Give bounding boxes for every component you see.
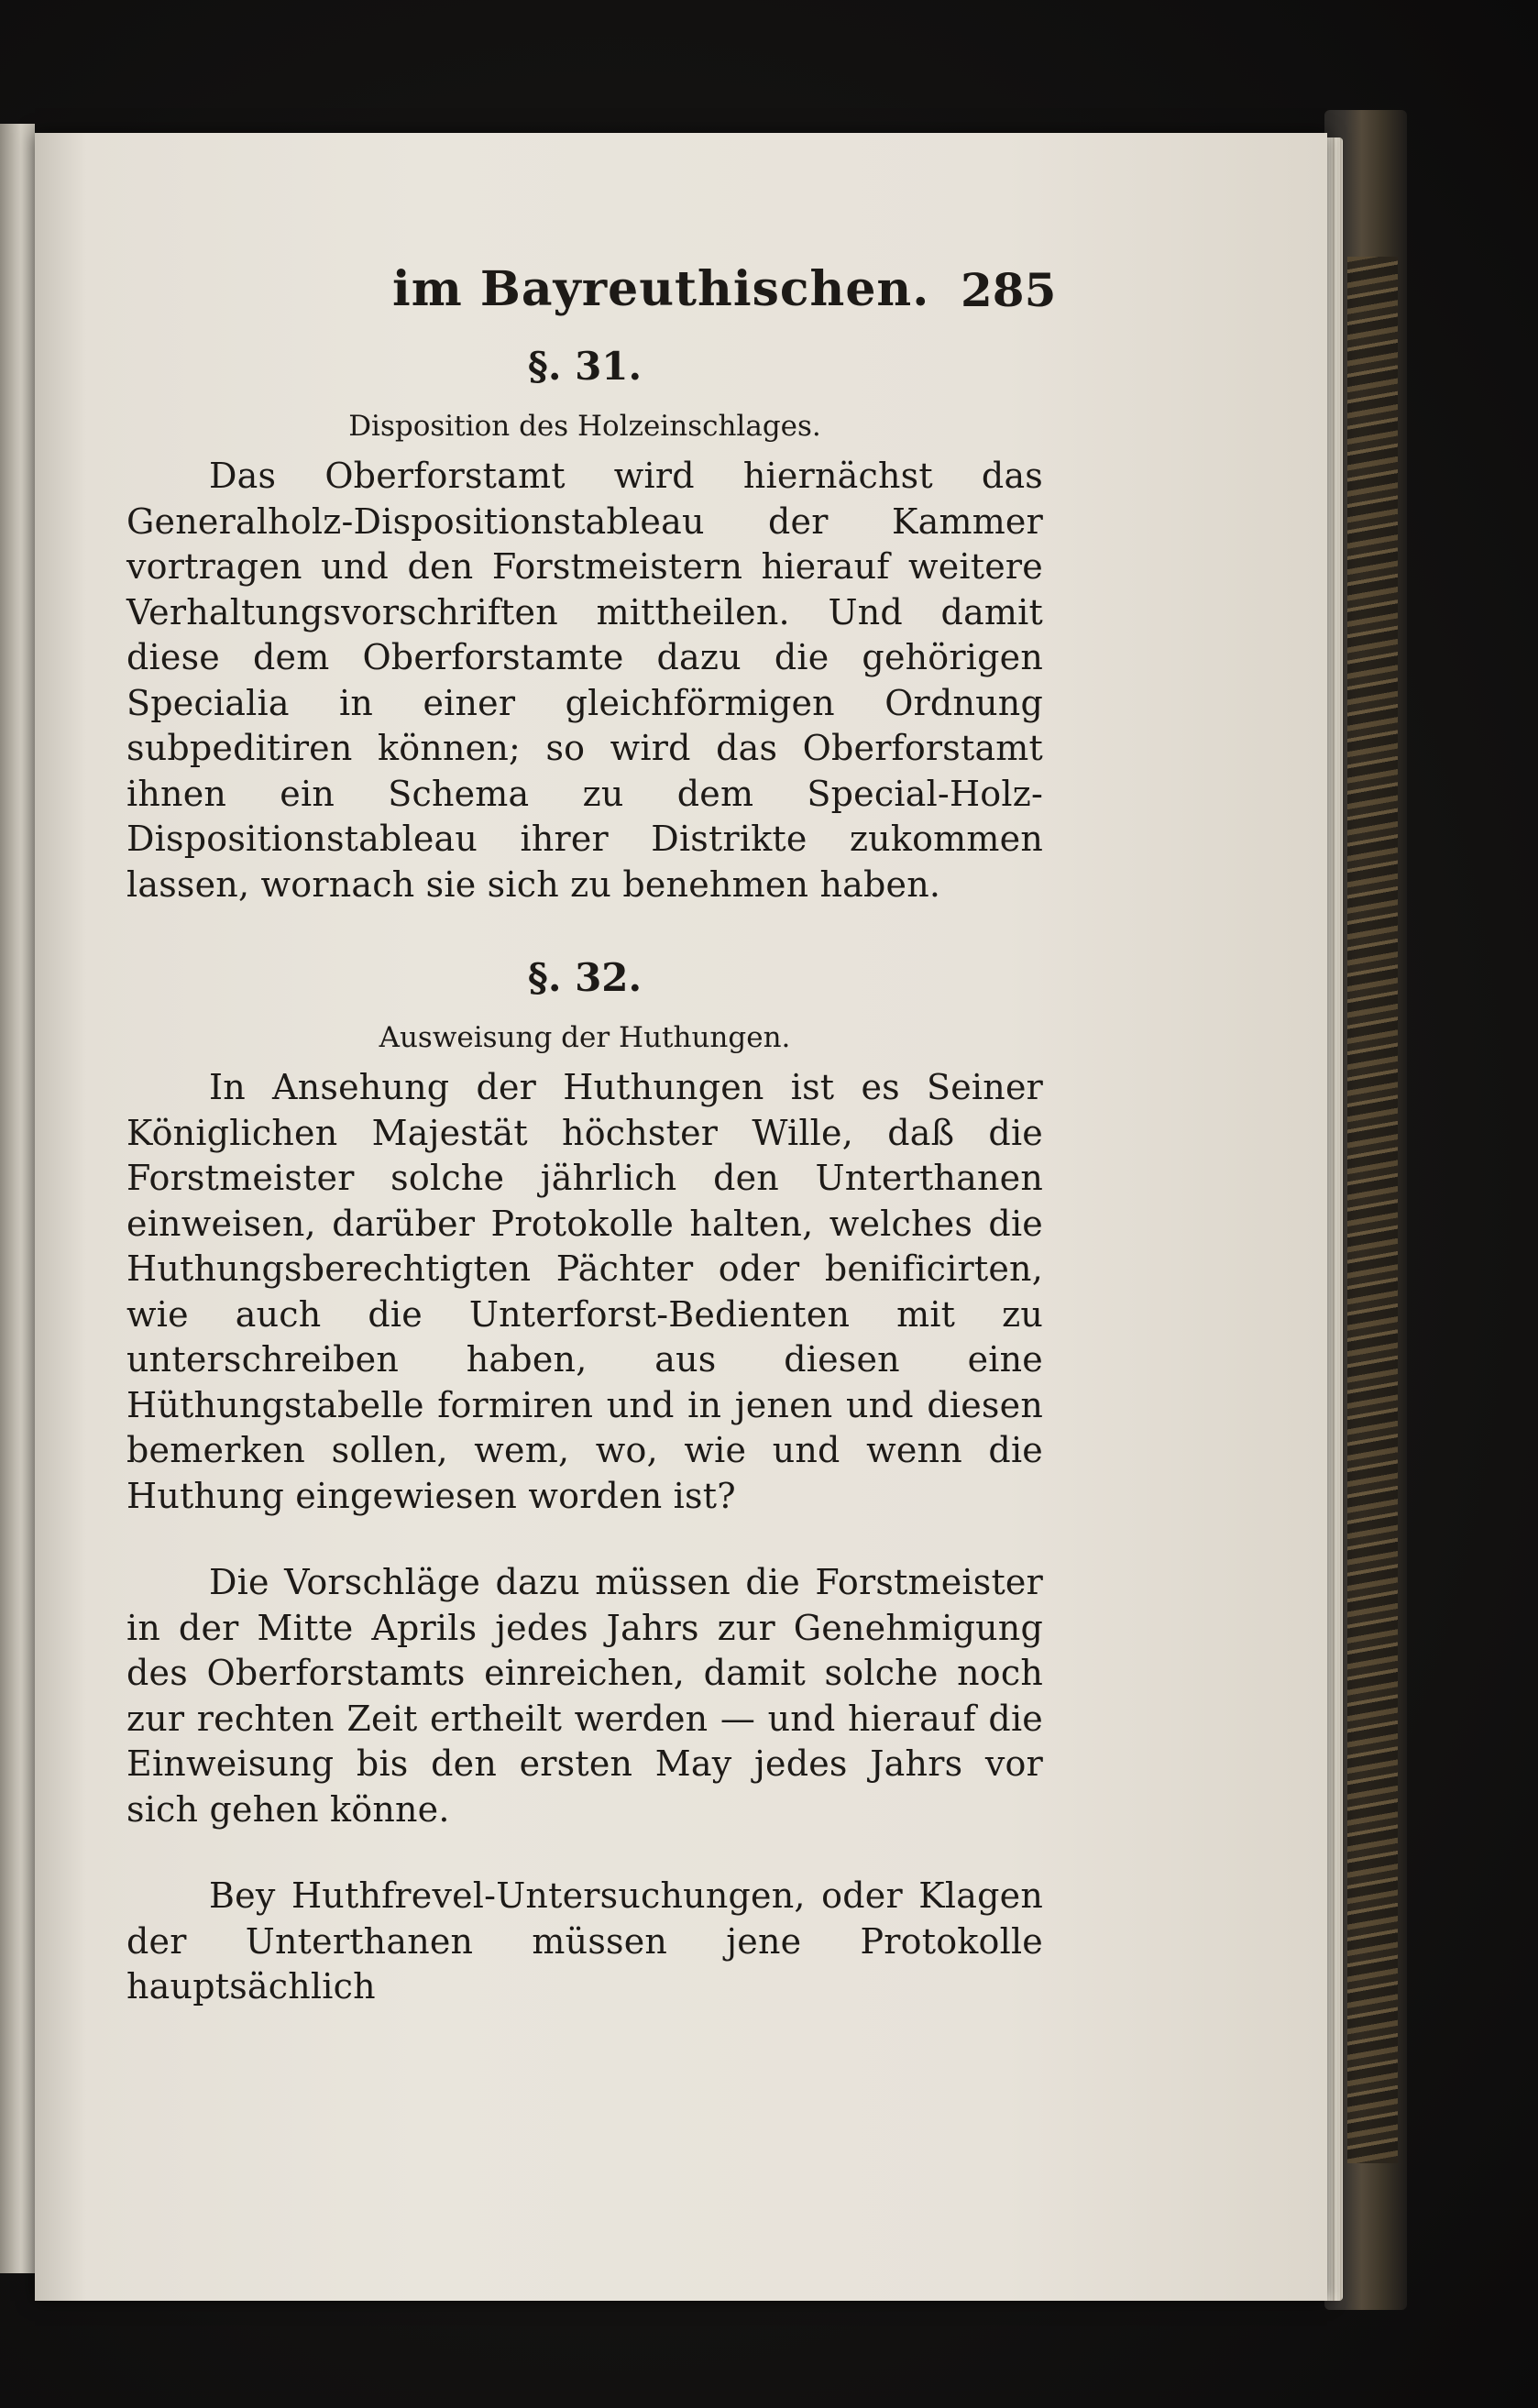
facing-page-edge [0,124,35,2273]
paragraph: In Ansehung der Huthungen ist es Seiner Königlichen Majestät höchster Wille, daß die Forstmeister solche jährlich den Unterthanen einweisen, darüber Protokolle halten, welches die Huthungsberechtigten Pächter oder benificirten, wie auch die Unterforst-Bedienten mit zu unterschreiben haben, aus diesen eine Hüthungstabelle formiren und in jenen und diesen bemerken sollen, wem, wo, wie und wenn die Huthung eingewiesen worden ist? [126,1067,1043,1516]
paragraph: Bey Huthfrevel-Untersuchungen, oder Klagen der Unterthanen müssen jene Protokolle hauptsächlich [126,1875,1043,2007]
running-title: im Bayreuthischen. [392,261,930,317]
running-header [126,261,1057,335]
section-number: §. 32. [527,955,643,1000]
section-heading: Disposition des Holzeinschlages. [348,410,821,443]
paragraph: Die Vorschläge dazu müssen die Forstmeister in der Mitte Aprils jedes Jahrs zur Genehmigung des Oberforstamts einreichen, damit solche noch zur rechten Zeit ertheilt werden — und hierauf die Einweisung bis den ersten May jedes Jahrs vor sich gehen könne. [126,1562,1043,1830]
page-number: 285 [961,263,1057,317]
marbled-cover-edge [1347,257,1398,2163]
paragraph: Das Oberforstamt wird hiernächst das Generalholz-Dispositionstableau der Kammer vortragen und den Forstmeistern hierauf weitere Verhaltungsvorschriften mittheilen. Und damit diese dem Oberforstamte dazu die gehörigen Specialia in einer gleichförmigen Ordnung subpeditiren können; so wird das Oberforstamt ihnen ein Schema zu dem Special-Holz-Dispositionstableau ihrer Distrikte zukommen lassen, wornach sie sich zu benehmen haben. [126,456,1043,905]
text-block [126,261,1057,2010]
book-page [35,133,1327,2301]
section-number: §. 31. [527,344,643,389]
section-heading: Ausweisung der Huthungen. [379,1021,791,1054]
